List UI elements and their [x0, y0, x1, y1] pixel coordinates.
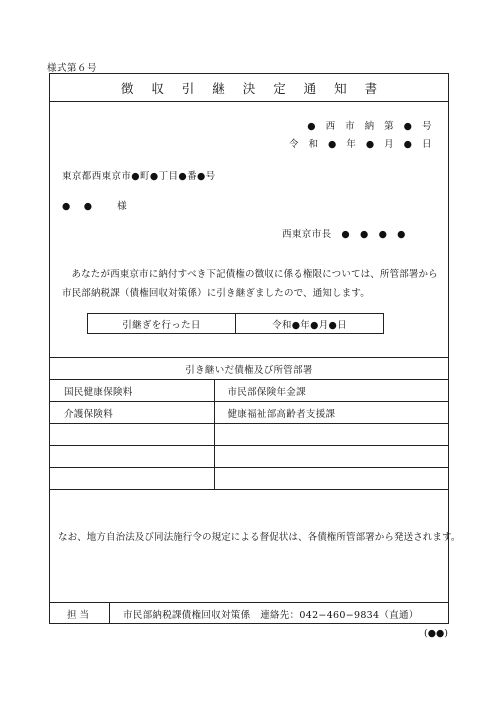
addressee-address: 東京都西東京市●町●丁目●番●号 — [62, 171, 216, 182]
claim-cell — [50, 446, 214, 468]
page-code: (●●) — [424, 628, 448, 639]
claim-cell: 国民健康保険料 — [50, 380, 214, 402]
department-cell — [214, 468, 448, 490]
claims-table — [50, 357, 448, 490]
body-text: あなたが西東京市に納付すべき下記債権の徴収に係る権限については、所管部署から市民部納税課（債権回収対策係）に引き継ぎましたので、通知します。 — [62, 269, 438, 299]
department-cell — [214, 446, 448, 468]
document-title: 徴 収 引 継 決 定 通 知 書 — [120, 80, 385, 96]
table-row — [50, 446, 448, 468]
department-cell — [214, 424, 448, 446]
sender-mayor: 西東京市長 ● ● ● ● — [282, 229, 406, 240]
claim-cell — [50, 424, 214, 446]
claims-table-header-row — [50, 358, 448, 380]
table-row — [50, 380, 448, 402]
transfer-date-value: 令和●年●月●日 — [235, 314, 383, 333]
claim-cell: 介護保険料 — [50, 402, 214, 424]
transfer-date-label: 引継ぎを行った日 — [122, 319, 201, 331]
dunning-note: なお、地方自治法及び同法施行令の規定による督促状は、各債権所管部署から発送されます。 — [58, 532, 461, 543]
contact-label: 担当 — [50, 603, 110, 624]
transfer-date-table — [87, 313, 384, 334]
document-date: 令 和 ● 年 ● 月 ● 日 — [288, 139, 435, 150]
table-row — [50, 468, 448, 490]
form-number: 様式第６号 — [47, 63, 98, 74]
addressee-name: ● ● 様 — [62, 201, 129, 212]
contact-row — [50, 602, 448, 624]
table-row — [50, 424, 448, 446]
table-row — [50, 402, 448, 424]
contact-info: 市民部納税課債権回収対策係 連絡先：042−460−9834（直通） — [123, 609, 419, 621]
claim-cell — [50, 468, 214, 490]
department-cell: 市民部保険年金課 — [214, 380, 448, 402]
title-row — [50, 74, 448, 102]
document-number: ● 西 市 納 第 ● 号 — [307, 121, 435, 132]
department-cell: 健康福祉部高齢者支援課 — [214, 402, 448, 424]
claims-table-header: 引き継いだ債権及び所管部署 — [50, 358, 448, 380]
notice-frame — [49, 73, 461, 624]
